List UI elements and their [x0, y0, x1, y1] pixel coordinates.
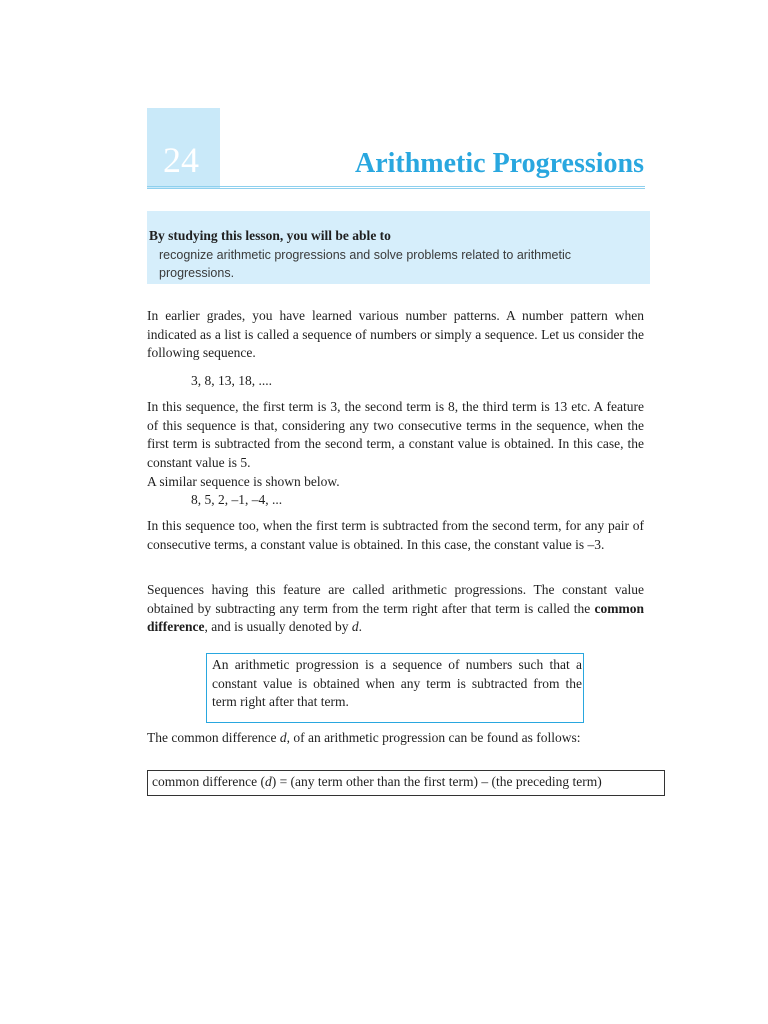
paragraph-intro: In earlier grades, you have learned various number patterns. A number pattern when indicated as a list is called a sequence of numbers or simply a sequence. Let us consider the following sequence. — [147, 308, 644, 361]
p5-text-end: , of an arithmetic progression can be found as follows: — [286, 730, 581, 745]
sequence-example-2: 8, 5, 2, –1, –4, ... — [191, 492, 283, 507]
paragraph-constant: In this sequence too, when the first term is subtracted from the second term, for any pair of consecutive terms, a constant value is obtained. In this case, the constant value is –3. — [147, 518, 644, 552]
paragraph-similar: A similar sequence is shown below. — [147, 474, 340, 489]
p4-text-end: . — [358, 619, 362, 635]
p4-text-start: Sequences having this feature are called arithmetic progressions. The constant value obtained by subtracting any term from the term right after that term is called the — [147, 582, 644, 616]
p4-text-mid: , and is usually denoted by — [204, 619, 352, 635]
paragraph-feature: In this sequence, the first term is 3, the second term is 8, the third term is 13 etc. A feature of this sequence is that, considering any two consecutive terms in the sequence, when the first term is subtracted from the second term, a constant value is obtained. In this case, the constant value is 5. — [147, 399, 644, 470]
sequence-example-1: 3, 8, 13, 18, .... — [191, 373, 272, 388]
definition-text: An arithmetic progression is a sequence of numbers such that a constant value is obtained when any term is subtracted from the term right after that term. — [212, 657, 582, 710]
paragraph-definition-intro — [147, 581, 644, 637]
d-variable: d — [264, 774, 272, 789]
p5-text-start: The common difference — [147, 730, 280, 745]
d-variable: d — [279, 730, 287, 745]
objectives-heading: By studying this lesson, you will be able to — [149, 228, 391, 243]
paragraph-formula-intro — [147, 729, 581, 747]
chapter-number: 24 — [163, 140, 199, 180]
objectives-text: recognize arithmetic progressions and solve problems related to arithmetic progressions. — [159, 248, 571, 280]
title-rule — [147, 186, 645, 189]
d-variable: d — [351, 619, 359, 635]
formula-start: common difference ( — [152, 774, 265, 789]
common-difference-term: common difference — [147, 600, 644, 635]
formula-end: ) = (any term other than the first term) – (the preceding term) — [271, 774, 602, 789]
formula-text — [152, 773, 602, 791]
chapter-title: Arithmetic Progressions — [354, 148, 644, 179]
